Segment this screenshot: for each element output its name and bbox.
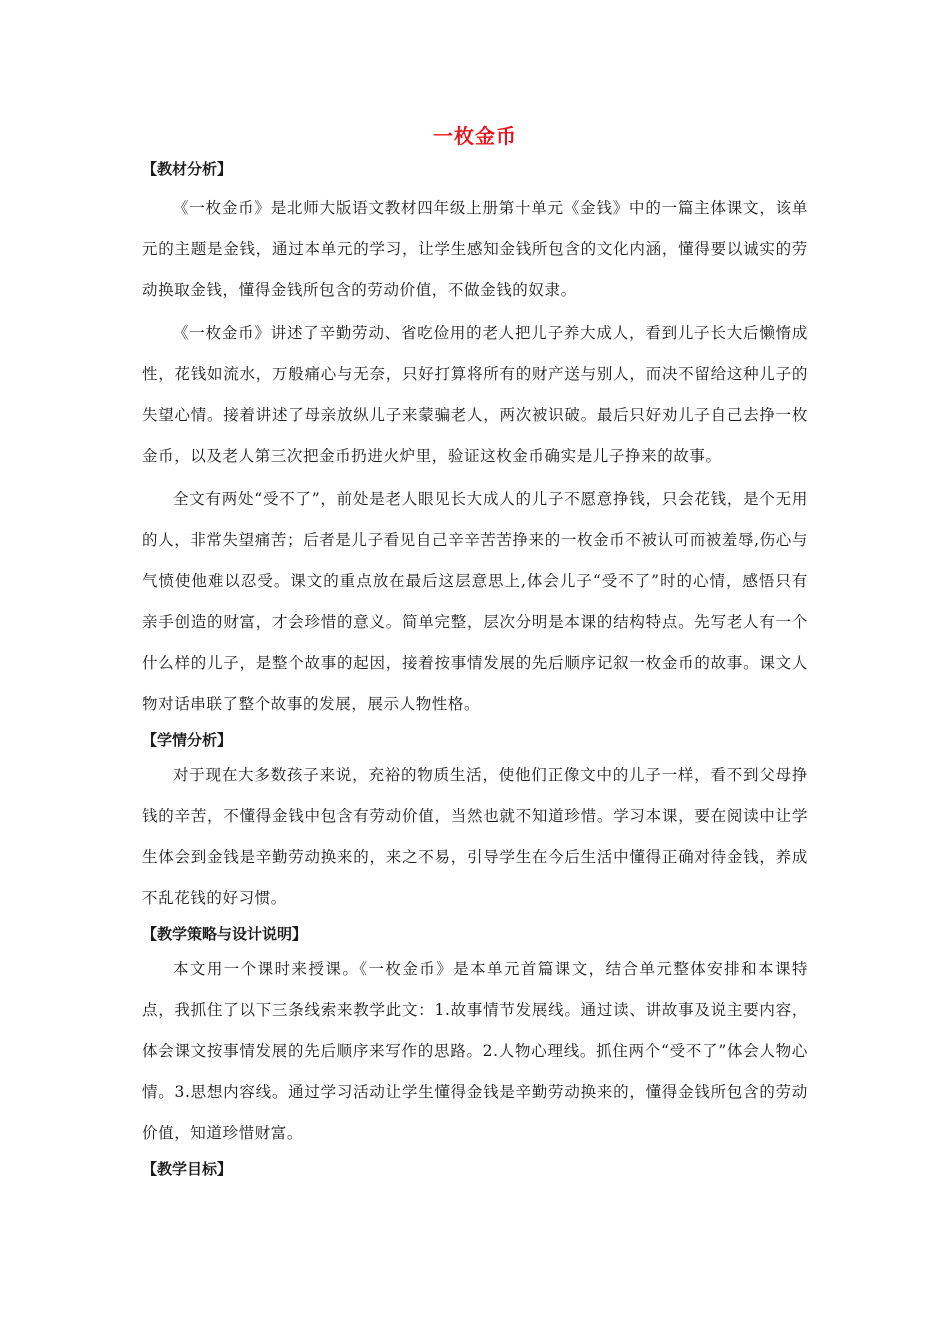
section-heading: 【教学目标】 <box>142 1160 233 1178</box>
paragraph: 本文用一个课时来授课。《一枚金币》是本单元首篇课文，结合单元整体安排和本课特点，我抓住了以下三条线索来教学此文：1.故事情节发展线。通过读、讲故事及说主要内容，体会课文按事情发展的先后顺序来写作的思路。2.人物心理线。抓住两个“受不了”体会人物心情。3.思想内容线。通过学习活动让学生懂得金钱是辛勤劳动换来的，懂得金钱所包含的劳动价值，知道珍惜财富。 <box>142 960 808 1142</box>
section-teaching-strategy <box>142 919 808 1154</box>
paragraph: 全文有两处“受不了”，前处是老人眼见长大成人的儿子不愿意挣钱，只会花钱，是个无用的人，非常失望痛苦；后者是儿子看见自己辛辛苦苦挣来的一枚金币不被认可而被羞辱,伤心与气愤使他难以忍受。课文的重点放在最后这层意思上,体会儿子“受不了”时的心情，感悟只有亲手创造的财富，才会珍惜的意义。简单完整，层次分明是本课的结构特点。先写老人有一个什么样的儿子，是整个故事的起因，接着按事情发展的先后顺序记叙一枚金币的故事。课文人物对话串联了整个故事的发展，展示人物性格。 <box>142 490 808 713</box>
document-title: 一枚金币 <box>433 124 517 148</box>
section-teaching-goals <box>142 1154 808 1184</box>
paragraph: 对于现在大多数孩子来说，充裕的物质生活，使他们正像文中的儿子一样，看不到父母挣钱的辛苦，不懂得金钱中包含有劳动价值，当然也就不知道珍惜。学习本课，要在阅读中让学生体会到金钱是辛勤劳动换来的，来之不易，引导学生在今后生活中懂得正确对待金钱，养成不乱花钱的好习惯。 <box>142 766 808 907</box>
paragraph: 《一枚金币》讲述了辛勤劳动、省吃俭用的老人把儿子养大成人，看到儿子长大后懒惰成性，花钱如流水，万般痛心与无奈，只好打算将所有的财产送与别人，而决不留给这种儿子的失望心情。接着讲述了母亲放纵儿子来蒙骗老人，两次被识破。最后只好劝儿子自己去挣一枚金币，以及老人第三次把金币扔进火炉里，验证这枚金币确实是儿子挣来的故事。 <box>142 324 808 465</box>
document-page <box>142 118 808 1184</box>
paragraph: 《一枚金币》是北师大版语文教材四年级上册第十单元《金钱》中的一篇主体课文，该单元的主题是金钱，通过本单元的学习，让学生感知金钱所包含的文化内涵，懂得要以诚实的劳动换取金钱，懂得金钱所包含的劳动价值，不做金钱的奴隶。 <box>142 199 808 299</box>
section-student-analysis <box>142 725 808 919</box>
section-heading: 【教学策略与设计说明】 <box>142 925 308 943</box>
section-textbook-analysis <box>142 154 808 725</box>
section-heading: 【学情分析】 <box>142 731 233 749</box>
section-heading: 【教材分析】 <box>142 160 233 178</box>
